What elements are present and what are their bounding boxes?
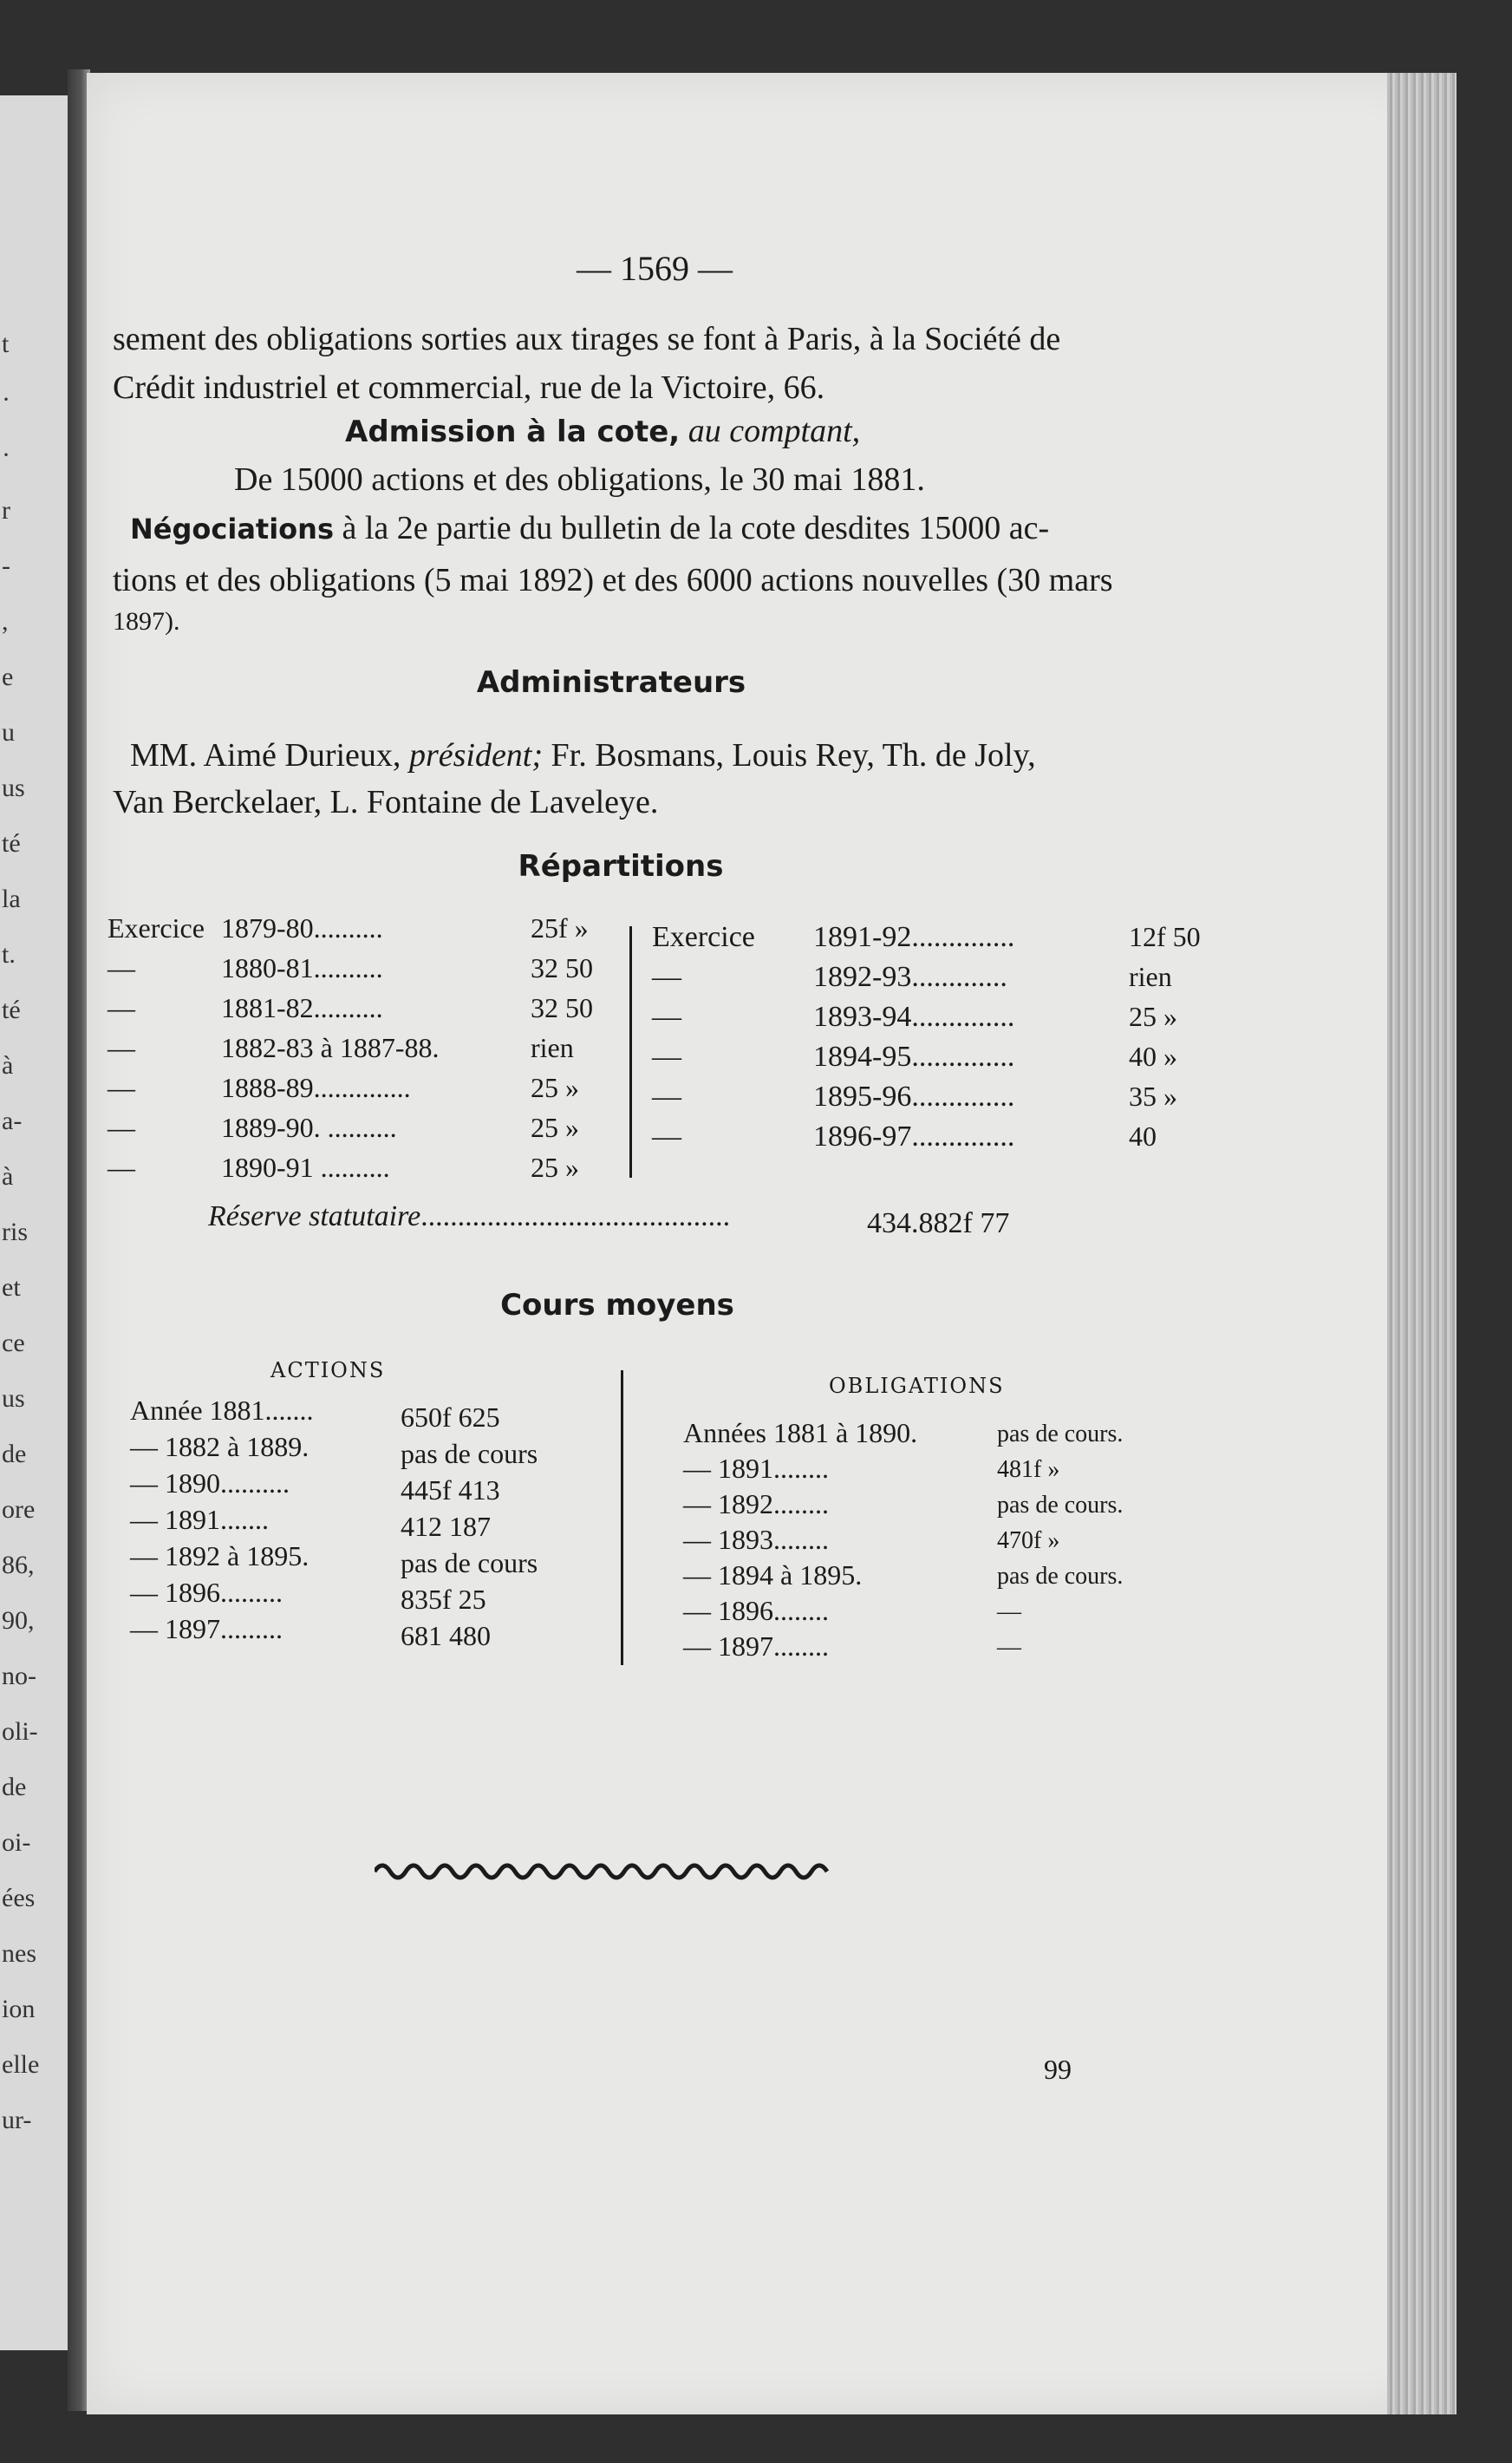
negociations-line-1 xyxy=(130,512,1049,545)
action-row-label: — 1891....... xyxy=(130,1504,269,1535)
facing-page-fragment: ore xyxy=(2,1495,36,1524)
obligation-row-label: — 1893........ xyxy=(683,1524,829,1555)
page-edges xyxy=(1387,73,1457,2414)
repartition-left-period: 1880-81.......... xyxy=(221,952,383,983)
facing-page-fragment: u xyxy=(2,718,15,747)
facing-page-fragment: us xyxy=(2,774,25,802)
facing-page-fragment: nes xyxy=(2,1939,36,1968)
intro-line-1: sement des obligations sorties aux tirages se font à Paris, à la Société de xyxy=(113,321,1061,357)
repartition-right-value: 40 » xyxy=(1129,1041,1177,1072)
repartition-right-period: 1892-93............. xyxy=(813,961,1007,993)
repartition-right-period: 1894-95.............. xyxy=(813,1041,1015,1073)
obligations-title: OBLIGATIONS xyxy=(829,1374,1005,1398)
repartition-right-label: — xyxy=(652,1120,681,1153)
negociations-bold: Négociations xyxy=(130,513,334,546)
facing-page-fragment: de xyxy=(2,1440,27,1468)
obligation-row-label: — 1891........ xyxy=(683,1453,829,1484)
facing-page-fragment: la xyxy=(2,885,21,913)
repartition-right-label: — xyxy=(652,1081,681,1113)
repartition-left-value: rien xyxy=(531,1032,574,1063)
facing-page-fragment: · xyxy=(2,441,10,469)
repartition-left-label: — xyxy=(108,1112,135,1143)
intro-line-2: Crédit industriel et commercial, rue de la Victoire, 66. xyxy=(113,369,825,406)
repartition-left-value: 25f » xyxy=(531,912,589,944)
facing-page-fragment: ées xyxy=(2,1884,36,1912)
action-row-value: 650f 625 xyxy=(401,1401,500,1433)
obligation-row-value: pas de cours. xyxy=(997,1563,1124,1590)
facing-page-fragment: - xyxy=(2,552,10,580)
action-row-label: Année 1881....... xyxy=(130,1395,314,1426)
facing-page-fragment: et xyxy=(2,1273,21,1302)
repartition-right-label: — xyxy=(652,1041,681,1073)
action-row-value: 445f 413 xyxy=(401,1474,500,1506)
facing-page-fragment: 86, xyxy=(2,1551,35,1579)
facing-page-fragment: à xyxy=(2,1162,14,1191)
repartition-left-period: 1879-80.......... xyxy=(221,912,383,944)
repartition-left-label: — xyxy=(108,992,135,1023)
repartition-right-label: — xyxy=(652,1001,681,1033)
repartition-left-period: 1882-83 à 1887-88. xyxy=(221,1032,440,1063)
admin-line-1-a: MM. Aimé Durieux, xyxy=(130,737,401,774)
reserve-dots: .......................................... xyxy=(420,1200,731,1232)
negociations-line-2: tions et des obligations (5 mai 1892) et des 6000 actions nouvelles (30 mars xyxy=(113,562,1113,598)
repartition-left-value: 25 » xyxy=(531,1152,579,1183)
administrateurs-line-1 xyxy=(130,739,1036,772)
repartition-left-label: — xyxy=(108,952,135,983)
facing-page-fragment: 90, xyxy=(2,1606,35,1635)
repartitions-heading: Répartitions xyxy=(518,849,724,884)
admin-president: président; xyxy=(408,737,544,774)
repartition-left-value: 32 50 xyxy=(531,952,593,983)
admin-line-1-b: Fr. Bosmans, Louis Rey, Th. de Joly, xyxy=(551,737,1036,774)
facing-page-fragment: ion xyxy=(2,1995,36,2023)
repartition-left-label: — xyxy=(108,1032,135,1063)
reserve-label: Réserve statutaire xyxy=(208,1200,421,1232)
repartition-right-period: 1895-96.............. xyxy=(813,1081,1015,1113)
facing-page-fragment: té xyxy=(2,829,21,858)
admission-heading-bold: Admission à la cote, xyxy=(345,415,681,449)
repartition-left-value: 25 » xyxy=(531,1112,579,1143)
obligation-row-value: 481f » xyxy=(997,1456,1060,1483)
repartition-left-value: 25 » xyxy=(531,1072,579,1103)
obligation-row-label: — 1892........ xyxy=(683,1488,829,1519)
repartition-left-label: Exercice xyxy=(108,912,205,944)
facing-page-fragment: , xyxy=(2,607,9,636)
cours-divider xyxy=(621,1370,623,1665)
obligation-row-label: Années 1881 à 1890. xyxy=(683,1417,918,1448)
facing-page-fragment: ur- xyxy=(2,2106,32,2134)
facing-page-fragment: us xyxy=(2,1384,25,1413)
obligation-row-label: — 1894 à 1895. xyxy=(683,1559,863,1591)
repartition-right-label: Exercice xyxy=(652,921,755,953)
repartition-left-label: — xyxy=(108,1072,135,1103)
facing-page-fragment: de xyxy=(2,1773,27,1801)
repartition-right-value: 35 » xyxy=(1129,1081,1177,1112)
footer-number: 99 xyxy=(1044,2054,1072,2085)
obligation-row-value: 470f » xyxy=(997,1527,1060,1554)
repartitions-divider xyxy=(629,926,632,1178)
facing-page-fragment: e xyxy=(2,663,14,691)
reserve-row xyxy=(208,1202,730,1232)
repartition-right-value: rien xyxy=(1129,961,1172,992)
repartition-left-period: 1888-89.............. xyxy=(221,1072,411,1103)
actions-title: ACTIONS xyxy=(270,1358,386,1382)
action-row-value: pas de cours xyxy=(401,1438,538,1469)
action-row-label: — 1896......... xyxy=(130,1577,283,1608)
administrateurs-line-2: Van Berckelaer, L. Fontaine de Laveleye. xyxy=(113,784,659,820)
action-row-value: pas de cours xyxy=(401,1547,538,1578)
obligation-row-value: — xyxy=(997,1598,1021,1625)
facing-page-fragment: oi- xyxy=(2,1828,31,1857)
repartition-right-value: 40 xyxy=(1129,1120,1157,1152)
facing-page-fragment: ce xyxy=(2,1329,25,1357)
repartition-left-period: 1881-82.......... xyxy=(221,992,383,1023)
action-row-label: — 1892 à 1895. xyxy=(130,1540,310,1571)
facing-page-fragment: à xyxy=(2,1051,14,1080)
negociations-line-3: 1897). xyxy=(113,607,180,636)
reserve-value: 434.882f 77 xyxy=(867,1207,1010,1239)
action-row-label: — 1897......... xyxy=(130,1613,283,1644)
repartition-right-period: 1891-92.............. xyxy=(813,921,1015,953)
obligation-row-value: pas de cours. xyxy=(997,1421,1124,1447)
facing-page-fragment: té xyxy=(2,996,21,1024)
decorative-rule xyxy=(375,1854,843,1889)
action-row-value: 681 480 xyxy=(401,1620,491,1651)
obligation-row-label: — 1897........ xyxy=(683,1630,829,1662)
obligation-row-value: pas de cours. xyxy=(997,1492,1124,1519)
action-row-label: — 1890.......... xyxy=(130,1467,290,1499)
admission-heading-italic: au comptant, xyxy=(688,413,861,449)
repartition-left-value: 32 50 xyxy=(531,992,593,1023)
administrateurs-heading: Administrateurs xyxy=(476,665,746,700)
facing-page-fragment: no- xyxy=(2,1662,36,1690)
repartition-left-label: — xyxy=(108,1152,135,1183)
action-row-value: 412 187 xyxy=(401,1511,491,1542)
negociations-line-1-rest: à la 2e partie du bulletin de la cote desdites 15000 ac- xyxy=(342,510,1050,546)
action-row-value: 835f 25 xyxy=(401,1584,486,1615)
facing-page-fragment: oli- xyxy=(2,1717,38,1746)
repartition-right-value: 12f 50 xyxy=(1129,921,1201,952)
cours-heading: Cours moyens xyxy=(500,1288,734,1323)
facing-page-margin xyxy=(0,95,76,2350)
action-row-label: — 1882 à 1889. xyxy=(130,1431,310,1462)
obligation-row-label: — 1896........ xyxy=(683,1595,829,1626)
page-number: — 1569 — xyxy=(577,249,733,288)
repartition-right-period: 1893-94.............. xyxy=(813,1001,1015,1033)
repartition-left-period: 1890-91 .......... xyxy=(221,1152,390,1183)
admission-line: De 15000 actions et des obligations, le 30 mai 1881. xyxy=(234,461,925,498)
facing-page-fragment: t. xyxy=(2,940,16,969)
obligation-row-value: — xyxy=(997,1634,1021,1661)
facing-page-fragment: a- xyxy=(2,1107,23,1135)
facing-page-fragment: ris xyxy=(2,1218,28,1246)
repartition-left-period: 1889-90. .......... xyxy=(221,1112,397,1143)
facing-page-fragment: elle xyxy=(2,2050,40,2079)
repartition-right-value: 25 » xyxy=(1129,1001,1177,1032)
repartition-right-label: — xyxy=(652,961,681,993)
facing-page-fragment: r xyxy=(2,496,10,525)
facing-page-fragment: · xyxy=(2,385,10,414)
admission-heading xyxy=(345,415,860,448)
repartition-right-period: 1896-97.............. xyxy=(813,1120,1015,1153)
facing-page-fragment: t xyxy=(2,330,10,358)
